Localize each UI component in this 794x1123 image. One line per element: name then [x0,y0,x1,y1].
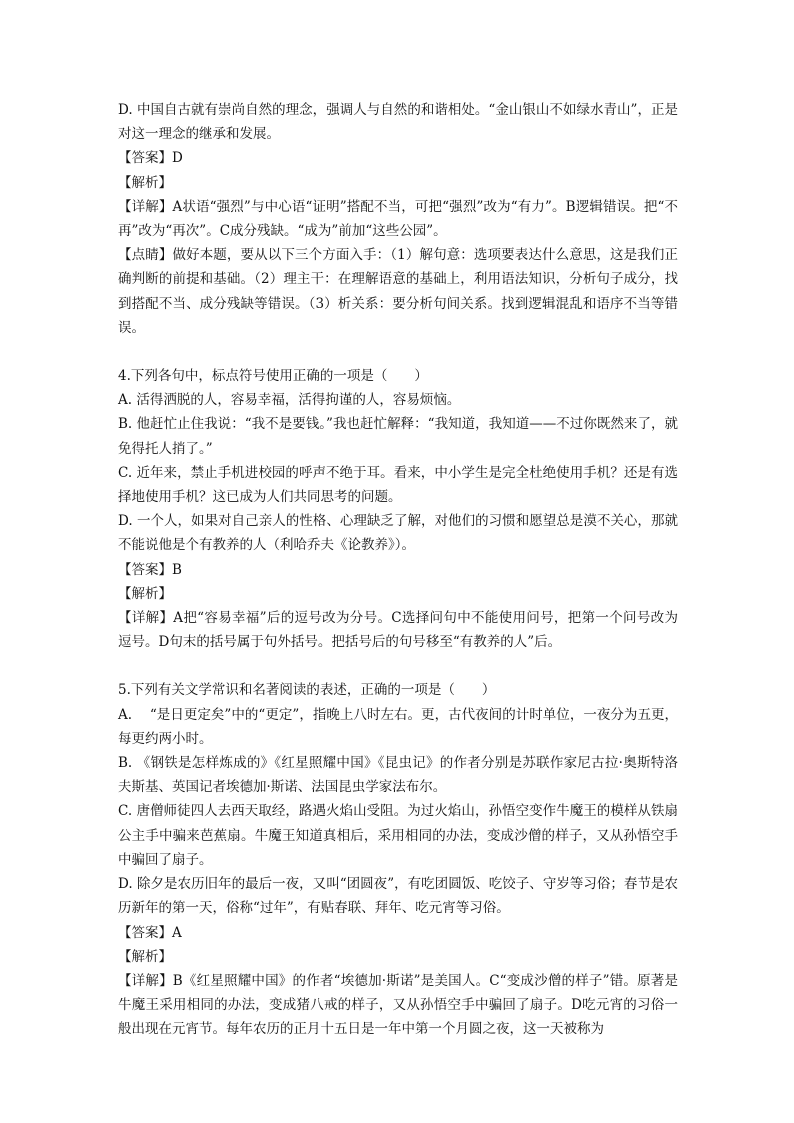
q3-tip [118,243,678,340]
q4-answer [118,558,678,582]
answer-value: D [172,150,183,167]
answer-tag: 【答案】 [118,561,172,578]
q3-option-d: D. 中国自古就有崇尚自然的理念，强调人与自然的和谐相处。“金山银山不如绿水青山”，正是对这一理念的继承和发展。 [118,102,678,143]
q5-stem: 5.下列有关文学常识和名著阅读的表述，正确的一项是（ ） [118,682,496,699]
detail-text: A把“容易幸福”后的逗号改为分号。C选择问句中不能使用问号，把第一个问号改为逗号。D句末的括号属于句外括号。把括号后的句号移至“有教养的人”后。 [118,610,678,651]
document-page [118,98,678,1042]
q4-analysis-heading: 【解析】 [118,585,172,602]
q4-stem: 4.下列各句中，标点符号使用正确的一项是（ ） [118,368,428,385]
detail-text: B《红星照耀中国》的作者“埃德加·斯诺”是美国人。C“变成沙僧的样子”错。原著是牛魔王采用相同的办法，变成猪八戒的样子，又从孙悟空手中骗回了扇子。D吃元宵的习俗一般出现在元宵节。每年农历的正月十五日是一年中第一个月圆之夜，这一天被称为 [118,972,678,1038]
tip-text: 做好本题，要从以下三个方面入手：（1）解句意：选项要表达什么意思，这是我们正确判断的前提和基础。（2）理主干：在理解语意的基础上，利用语法知识，分析句子成分，找到搭配不当、成分残缺等错误。（3）析关系：要分析句间关系。找到逻辑混乱和语序不当等错误。 [118,247,679,336]
q5-option-c: C. 唐僧师徒四人去西天取经，路遇火焰山受阻。为过火焰山，孙悟空变作牛魔王的模样从铁扇公主手中骗来芭蕉扇。牛魔王知道真相后，采用相同的办法，变成沙僧的样子，又从孙悟空手中骗回了扇子。 [118,803,678,868]
q3-detail [118,195,678,243]
q4-option-c: C. 近年来，禁止手机进校园的呼声不绝于耳。看来，中小学生是完全杜绝使用手机？还是有选择地使用手机？这已成为人们共同思考的问题。 [118,464,678,506]
detail-text: A状语“强烈”与中心语“证明”搭配不当，可把“强烈”改为“有力”。B逻辑错误。把“不再”改为“再次”。C成分残缺。“成为”前加“这些公园”。 [118,198,678,240]
detail-tag: 【详解】 [118,198,173,215]
tip-tag: 【点睛】 [118,247,173,264]
q3-answer [118,146,678,170]
answer-tag: 【答案】 [118,924,172,941]
q3-analysis-heading: 【解析】 [118,174,172,191]
q5-analysis-heading: 【解析】 [118,948,172,965]
q5-option-a: A. “是日更定矣”中的“更定”，指晚上八时左右。更，古代夜间的计时单位，一夜分为五更，每更约两小时。 [118,706,678,747]
q4-detail [118,606,678,654]
q5-option-d: D. 除夕是农历旧年的最后一夜，又叫“团圆夜”，有吃团圆饭、吃饺子、守岁等习俗；春节是农历新年的第一天，俗称“过年”，有贴春联、拜年、吃元宵等习俗。 [118,876,678,917]
q4-option-b: B. 他赶忙止住我说：“我不是要钱。”我也赶忙解释：“我知道，我知道——不过你既然来了，就免得托人捎了。” [118,416,678,457]
q4-option-a: A. 活得洒脱的人，容易幸福，活得拘谨的人，容易烦恼。 [118,392,461,409]
answer-value: A [172,924,182,941]
answer-value: B [172,561,182,578]
q5-detail [118,969,678,1042]
answer-tag: 【答案】 [118,150,172,167]
q4-option-d: D. 一个人，如果对自己亲人的性格、心理缺乏了解，对他们的习惯和愿望总是漠不关心，那就不能说他是个有教养的人（利哈乔夫《论教养》）。 [118,513,678,554]
q5-option-b: B. 《钢铁是怎样炼成的》《红星照耀中国》《昆虫记》的作者分别是苏联作家尼古拉·奥斯特洛夫斯基、英国记者埃德加·斯诺、法国昆虫学家法布尔。 [118,755,678,796]
q5-answer [118,921,678,945]
detail-tag: 【详解】 [118,972,173,989]
detail-tag: 【详解】 [118,610,174,627]
